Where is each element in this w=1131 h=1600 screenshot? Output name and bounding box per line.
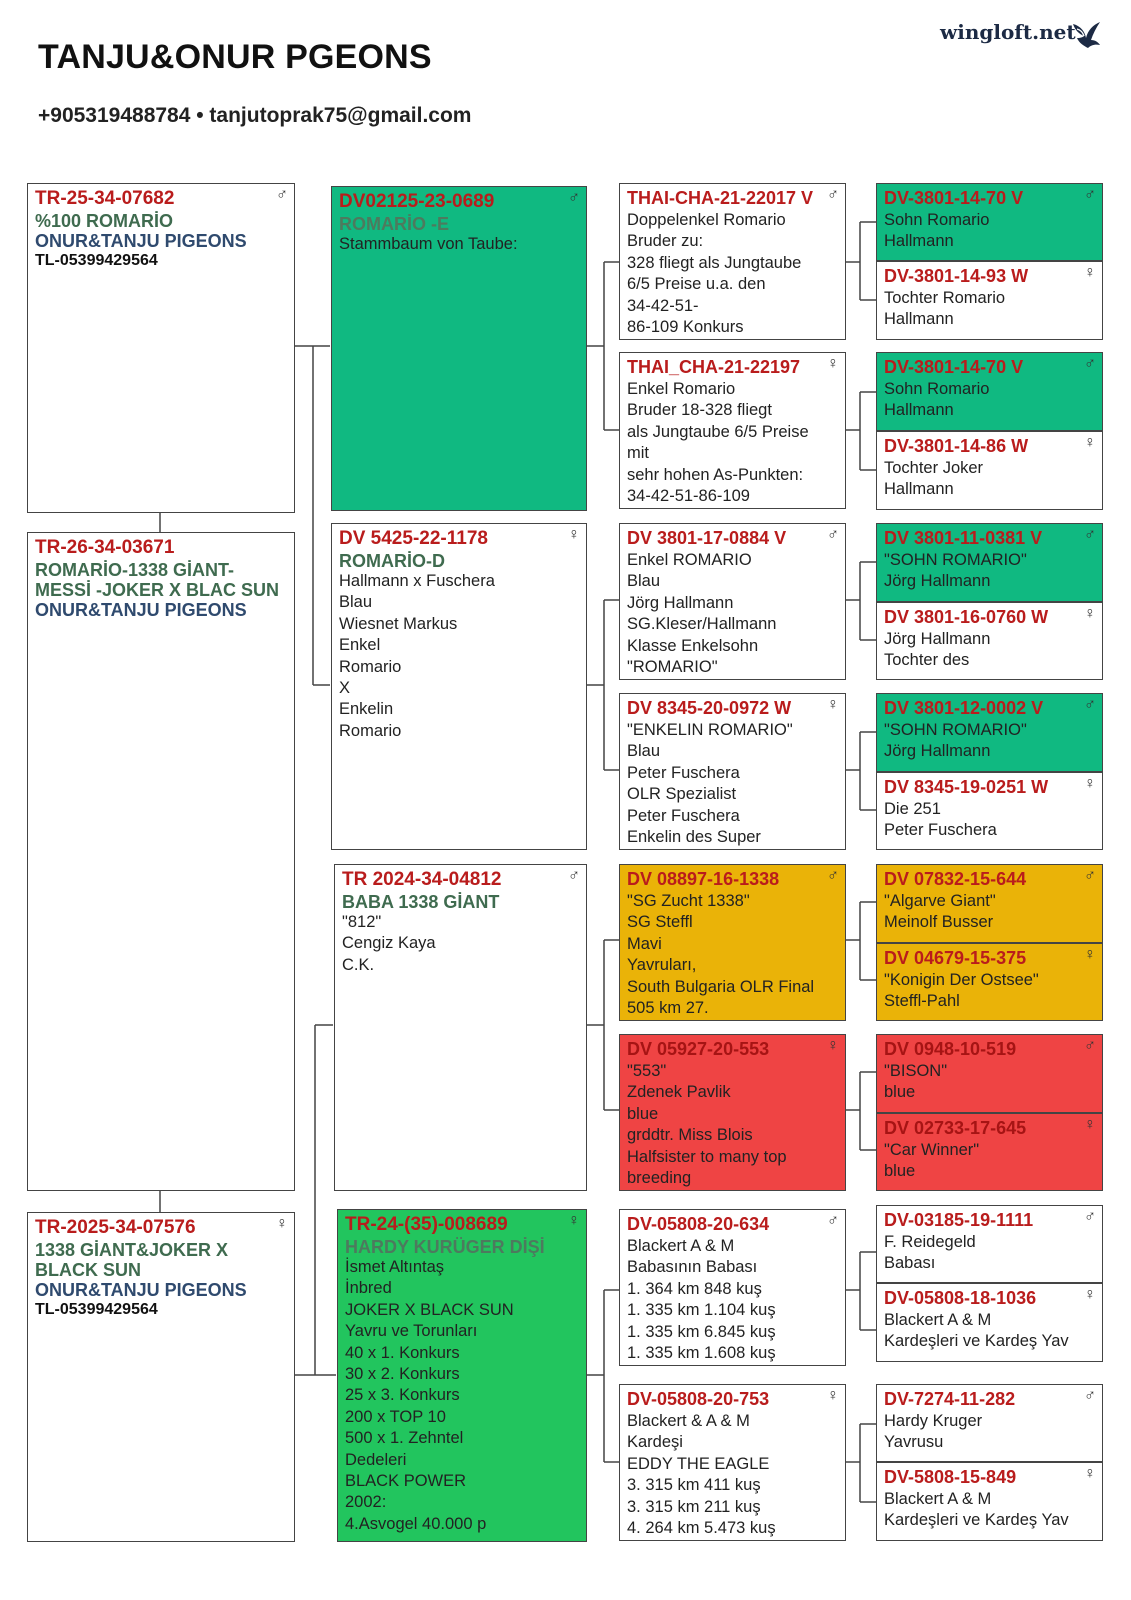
female-symbol-icon: ♀ [1084,1116,1096,1133]
female-symbol-icon: ♀ [1084,264,1096,281]
pedigree-card-gen4-1[interactable] [619,183,846,340]
male-symbol-icon: ♂ [827,526,839,543]
pedigree-card-gen5-8[interactable] [876,772,1103,850]
breeder-name: ONUR&TANJU PIGEONS [35,600,247,620]
ring-number: DV 3801-16-0760 W [884,607,1049,627]
female-symbol-icon: ♀ [568,1212,580,1229]
female-symbol-icon: ♀ [827,355,839,372]
male-symbol-icon: ♂ [1084,1208,1096,1225]
pigeon-info: "Konigin Der Ostsee" Steffl-Pahl [884,971,1039,1011]
pigeon-info: "Car Winner" blue [884,1141,980,1181]
pigeon-info: F. Reidegeld Babası [884,1233,976,1273]
pedigree-card-gen5-7[interactable] [876,693,1103,772]
ring-number: DV 8345-20-0972 W [627,698,792,718]
male-symbol-icon: ♂ [568,189,580,206]
ring-number: DV 07832-15-644 [884,869,1027,889]
female-symbol-icon: ♀ [1084,434,1096,451]
pedigree-card-gen3-4[interactable] [337,1209,587,1542]
pedigree-card-gen5-5[interactable] [876,523,1103,602]
female-symbol-icon: ♀ [568,526,580,543]
pigeon-info: Doppelenkel Romario Bruder zu: 328 fliegt als Jungtaube 6/5 Preise u.a. den 34-42-51- 86-109 Konkurs [627,211,802,337]
pigeon-info: Blackert & A & M Kardeşi EDDY THE EAGLE 3. 315 km 411 kuş 3. 315 km 211 kuş 4. 264 km 5.473 kuş [627,1412,776,1538]
pigeon-name: HARDY KURÜGER DİŞİ [345,1237,545,1257]
pedigree-card-gen5-1[interactable] [876,183,1103,261]
male-symbol-icon: ♂ [827,867,839,884]
ring-number: DV-3801-14-93 W [884,266,1029,286]
ring-number: DV 3801-12-0002 V [884,698,1044,718]
ring-number: DV 02733-17-645 [884,1118,1027,1138]
pigeon-info: Tochter Joker Hallmann [884,459,984,499]
male-symbol-icon: ♂ [1084,186,1096,203]
male-symbol-icon: ♂ [1084,526,1096,543]
pedigree-card-gen4-3[interactable] [619,523,846,680]
breeder-name: ONUR&TANJU PIGEONS [35,231,247,251]
female-symbol-icon: ♀ [827,696,839,713]
male-symbol-icon: ♂ [276,186,288,203]
pigeon-name: ROMARİO-D [339,551,445,571]
phone-number: TL-05399429564 [35,252,158,269]
pedigree-card-gen5-4[interactable] [876,431,1103,510]
pigeon-info: Blackert A & M Babasının Babası 1. 364 km 848 kuş 1. 335 km 1.104 kuş 1. 335 km 6.845 kuş 1. 335 km 1.608 kuş [627,1237,776,1363]
pedigree-card-gen3-2[interactable] [331,523,587,850]
ring-number: DV-05808-18-1036 [884,1288,1037,1308]
pigeon-info: "SOHN ROMARIO" Jörg Hallmann [884,721,1027,761]
pigeon-info: Stammbaum von Taube: [339,235,518,253]
pigeon-name: 1338 GİANT&JOKER X BLACK SUN [35,1240,229,1280]
pigeon-info: Enkel Romario Bruder 18-328 fliegt als Jungtaube 6/5 Preise mit sehr hohen As-Punkten: 34-42-51-86-109 [627,380,809,506]
pigeon-name: ROMARİO-1338 GİANT-MESSİ -JOKER X BLAC SUN [35,560,280,600]
ring-number: TR-25-34-07682 [35,188,175,209]
pigeon-name: BABA 1338 GİANT [342,892,500,912]
pigeon-info: "553" Zdenek Pavlik blue grddtr. Miss Blois Halfsister to many top breeding [627,1062,787,1188]
male-symbol-icon: ♂ [1084,1387,1096,1404]
pedigree-card-sire[interactable] [27,532,295,1191]
pigeon-info: "SOHN ROMARIO" Jörg Hallmann [884,551,1027,591]
pedigree-card-gen5-15[interactable] [876,1384,1103,1462]
ring-number: TR-26-34-03671 [35,537,175,558]
ring-number: DV 04679-15-375 [884,948,1027,968]
ring-number: DV-03185-19-1111 [884,1210,1034,1230]
pigeon-info: Blackert A & M Kardeşleri ve Kardeş Yav [884,1311,1069,1351]
ring-number: TR-2025-34-07576 [35,1217,196,1238]
female-symbol-icon: ♀ [1084,1465,1096,1482]
brand-logo-text[interactable]: wingloft.net [940,20,1076,44]
pedigree-card-dam[interactable] [27,1212,295,1542]
ring-number: DV 8345-19-0251 W [884,777,1049,797]
pigeon-info: Hardy Kruger Yavrusu [884,1412,983,1452]
ring-number: DV-3801-14-70 V [884,357,1024,377]
pigeon-info: Sohn Romario Hallmann [884,211,990,251]
pigeon-info: Sohn Romario Hallmann [884,380,990,420]
ring-number: DV-7274-11-282 [884,1389,1016,1409]
ring-number: DV 3801-17-0884 V [627,528,787,548]
ring-number: DV 3801-11-0381 V [884,528,1043,548]
female-symbol-icon: ♀ [1084,946,1096,963]
ring-number: DV 0948-10-519 [884,1039,1017,1059]
male-symbol-icon: ♂ [827,186,839,203]
male-symbol-icon: ♂ [1084,1037,1096,1054]
pedigree-card-gen5-16[interactable] [876,1462,1103,1541]
ring-number: DV 05927-20-553 [627,1039,770,1059]
male-symbol-icon: ♂ [1084,696,1096,713]
female-symbol-icon: ♀ [276,1215,288,1232]
female-symbol-icon: ♀ [1084,1286,1096,1303]
ring-number: DV-3801-14-70 V [884,188,1024,208]
ring-number: TR 2024-34-04812 [342,869,502,890]
pigeon-info: Die 251 Peter Fuschera [884,800,997,840]
pedigree-card-gen5-14[interactable] [876,1283,1103,1362]
pedigree-card-gen4-5[interactable] [619,864,846,1021]
pedigree-card-gen4-7[interactable] [619,1209,846,1366]
male-symbol-icon: ♂ [1084,867,1096,884]
pedigree-card-gen4-8[interactable] [619,1384,846,1541]
ring-number: DV02125-23-0689 [339,191,495,212]
pigeon-info: "ENKELIN ROMARIO" Blau Peter Fuschera OLR Spezialist Peter Fuschera Enkelin des Super [627,721,793,847]
ring-number: DV 08897-16-1338 [627,869,780,889]
male-symbol-icon: ♂ [1084,355,1096,372]
male-symbol-icon: ♂ [568,867,580,884]
pedigree-card-gen5-12[interactable] [876,1113,1103,1191]
pedigree-card-gen4-4[interactable] [619,693,846,850]
pedigree-card-gen4-2[interactable] [619,352,846,509]
pedigree-card-gen3-3[interactable] [334,864,587,1191]
pigeon-info: "Algarve Giant" Meinolf Busser [884,892,996,932]
ring-number: THAI-CHA-21-22017 V [627,188,814,208]
female-symbol-icon: ♀ [1084,775,1096,792]
pigeon-info: İsmet Altıntaş İnbred JOKER X BLACK SUN Yavru ve Torunları 40 x 1. Konkurs 30 x 2. Konkurs 25 x 3. Konkurs 200 x TOP 10 500 x 1. Zehntel Dedeleri BLACK POWER 2002: 4.Asvogel 40.000 p [345,1258,514,1533]
pedigree-card-subject[interactable] [27,183,295,513]
pigeon-info: Tochter Romario Hallmann [884,289,1006,329]
female-symbol-icon: ♀ [1084,605,1096,622]
pedigree-card-gen5-6[interactable] [876,602,1103,680]
pedigree-card-gen5-9[interactable] [876,864,1103,943]
page-title: TANJU&ONUR PGEONS [38,38,432,76]
pigeon-name: ROMARİO -E [339,214,449,234]
pigeon-info: Jörg Hallmann Tochter des [884,630,991,670]
pedigree-card-gen4-6[interactable] [619,1034,846,1191]
male-symbol-icon: ♂ [827,1212,839,1229]
ring-number: DV-05808-20-753 [627,1389,770,1409]
pigeon-info: Enkel ROMARIO Blau Jörg Hallmann SG.Kleser/Hallmann Klasse Enkelsohn "ROMARIO" [627,551,777,677]
contact-line: +905319488784 • tanjutoprak75@gmail.com [38,104,472,127]
pigeon-info: "SG Zucht 1338" SG Steffl Mavi Yavruları, South Bulgaria OLR Final 505 km 27. [627,892,815,1018]
female-symbol-icon: ♀ [827,1037,839,1054]
breeder-name: ONUR&TANJU PIGEONS [35,1280,247,1300]
ring-number: DV-5808-15-849 [884,1467,1017,1487]
pedigree-card-gen3-1[interactable] [331,186,587,511]
ring-number: DV-3801-14-86 W [884,436,1029,456]
pedigree-card-gen5-2[interactable] [876,261,1103,340]
pigeon-info: "BISON" blue [884,1062,948,1102]
ring-number: DV 5425-22-1178 [339,528,488,549]
pigeon-info: Hallmann x Fuschera Blau Wiesnet Markus Enkel Romario X Enkelin Romario [339,572,495,740]
pedigree-card-gen5-13[interactable] [876,1205,1103,1283]
pigeon-name: %100 ROMARİO [35,211,174,231]
female-symbol-icon: ♀ [827,1387,839,1404]
pigeon-info: Blackert A & M Kardeşleri ve Kardeş Yav [884,1490,1069,1530]
ring-number: DV-05808-20-634 [627,1214,770,1234]
ring-number: TR-24-(35)-008689 [345,1214,508,1235]
ring-number: THAI_CHA-21-22197 [627,357,801,377]
phone-number: TL-05399429564 [35,1301,158,1318]
pedigree-card-gen5-10[interactable] [876,943,1103,1021]
pedigree-card-gen5-11[interactable] [876,1034,1103,1113]
pedigree-card-gen5-3[interactable] [876,352,1103,431]
pigeon-info: "812" Cengiz Kaya C.K. [342,913,436,974]
